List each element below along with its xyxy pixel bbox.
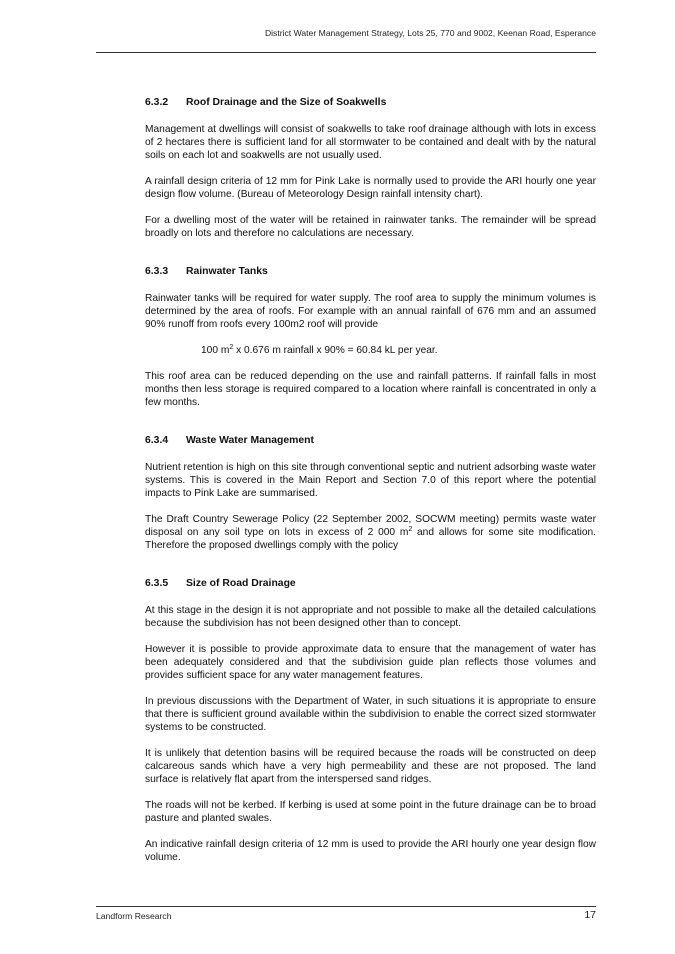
section-6-3-5 [145, 577, 596, 864]
header-rule [96, 52, 596, 53]
section-number: 6.3.3 [145, 266, 169, 277]
footer-company: Landform Research [96, 911, 172, 921]
paragraph: This roof area can be reduced depending on the use and rainfall patterns. If rainfall falls in most months then less storage is required compared to a location where rainfall is concentrated in only a few months. [145, 371, 596, 408]
formula-part: 100 m [201, 345, 230, 356]
paragraph [145, 513, 596, 552]
section-heading [145, 265, 596, 278]
section-6-3-4 [145, 434, 596, 552]
paragraph: A rainfall design criteria of 12 mm for Pink Lake is normally used to provide the ARI hourly one year design flow volume. (Bureau of Meteorology Design rainfall intensity chart). [145, 176, 596, 200]
paragraph: Rainwater tanks will be required for water supply. The roof area to supply the minimum volumes is determined by the area of roofs. For example with an annual rainfall of 676 mm and an assumed 90% runoff from roofs every 100m2 roof will provide [145, 293, 596, 330]
paragraph: However it is possible to provide approximate data to ensure that the management of water has been adequately considered and that the subdivision guide plan reflects those volumes and provides sufficient space for any water management features. [145, 644, 596, 681]
section-title: Roof Drainage and the Size of Soakwells [186, 97, 387, 108]
section-title: Rainwater Tanks [186, 266, 268, 277]
section-number: 6.3.2 [145, 97, 169, 108]
paragraph: At this stage in the design it is not appropriate and not possible to make all the detailed calculations because the subdivision has not been designed other than to concept. [145, 605, 596, 629]
formula [145, 344, 596, 357]
paragraph: Nutrient retention is high on this site through conventional septic and nutrient adsorbing waste water systems. This is covered in the Main Report and Section 7.0 of this report where the potential impacts to Pink Lake are summarised. [145, 462, 596, 499]
document-body [145, 96, 596, 877]
footer-rule [96, 906, 596, 907]
page-header: District Water Management Strategy, Lots 25, 770 and 9002, Keenan Road, Esperance [264, 28, 596, 38]
superscript: 2 [229, 344, 234, 351]
paragraph: An indicative rainfall design criteria of 12 mm is used to provide the ARI hourly one year design flow volume. [145, 839, 596, 863]
page-number: 17 [584, 909, 596, 921]
paragraph-text: The Draft Country Sewerage Policy (22 September 2002, SOCWM meeting) permits waste water disposal on any soil type on lots in excess of 2 000 m [145, 514, 596, 538]
section-heading [145, 577, 596, 590]
section-6-3-2 [145, 96, 596, 240]
paragraph: In previous discussions with the Department of Water, in such situations it is appropriate to ensure that there is sufficient ground available within the subdivision to enable the correct sized stormwater systems to be constructed. [145, 696, 596, 733]
paragraph-text: and allows for some site modification. Therefore the proposed dwellings comply with the policy [145, 527, 596, 551]
section-6-3-3 [145, 265, 596, 409]
paragraph: Management at dwellings will consist of soakwells to take roof drainage although with lots in excess of 2 hectares there is sufficient land for all stormwater to be contained and dealt with by the natural soils on each lot and soakwells are not usually used. [145, 124, 596, 161]
section-heading [145, 434, 596, 447]
section-heading [145, 96, 596, 109]
section-number: 6.3.5 [145, 578, 169, 589]
paragraph: The roads will not be kerbed. If kerbing is used at some point in the future drainage can be to broad pasture and planted swales. [145, 800, 596, 824]
section-title: Size of Road Drainage [186, 578, 296, 589]
section-title: Waste Water Management [186, 435, 314, 446]
section-number: 6.3.4 [145, 435, 169, 446]
formula-part: x 0.676 m rainfall x 90% = 60.84 kL per year. [233, 345, 438, 356]
paragraph: For a dwelling most of the water will be retained in rainwater tanks. The remainder will be spread broadly on lots and therefore no calculations are necessary. [145, 215, 596, 239]
superscript: 2 [408, 526, 413, 533]
paragraph: It is unlikely that detention basins will be required because the roads will be constructed on deep calcareous sands which have a very high permeability and these are not proposed. The land surface is relatively flat apart from the interspersed sand ridges. [145, 748, 596, 785]
